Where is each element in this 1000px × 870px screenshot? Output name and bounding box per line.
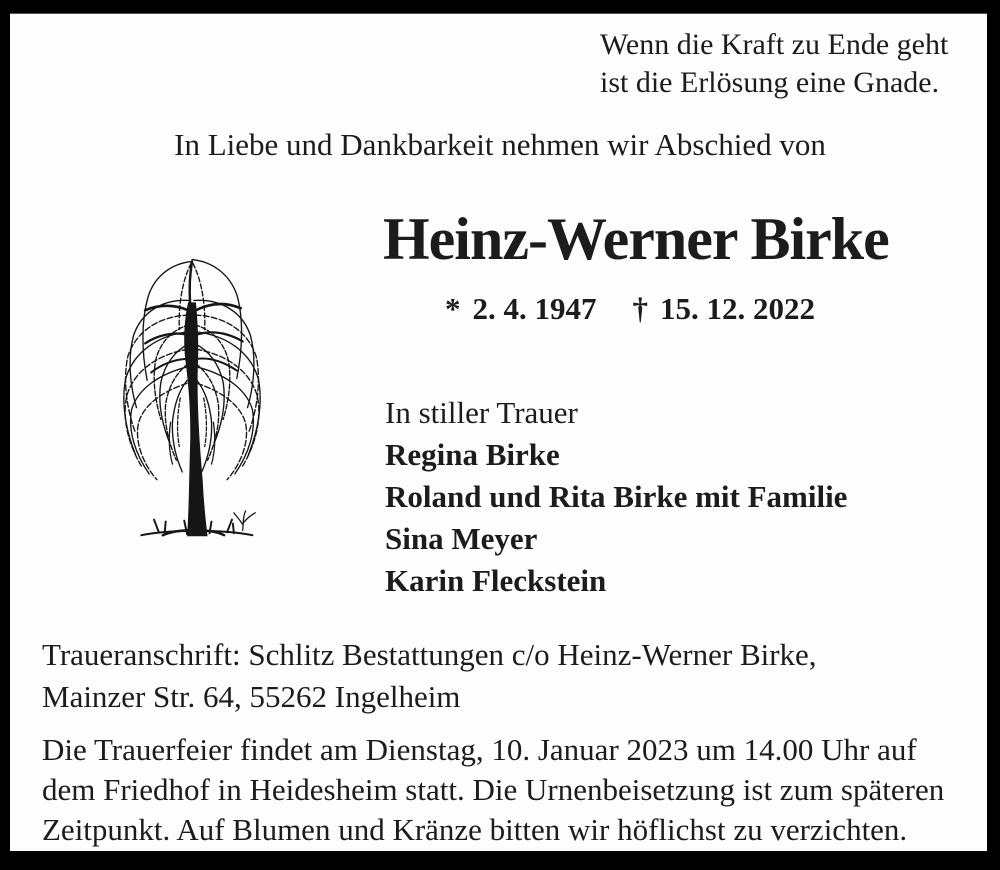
- funeral-line-3: Zeitpunkt. Auf Blumen und Kränze bitten wir höflichst zu verzichten.: [42, 812, 908, 847]
- death-date: [633, 291, 816, 327]
- mourner-name: Roland und Rita Birke mit Familie: [385, 479, 848, 514]
- weeping-willow-icon: [84, 242, 300, 544]
- intro-line: In Liebe und Dankbarkeit nehmen wir Abschied von: [174, 127, 826, 162]
- birth-date: [445, 291, 597, 327]
- mourner-name: Regina Birke: [385, 437, 560, 472]
- death-date-value: 15. 12. 2022: [660, 291, 815, 326]
- epigraph-line-1: Wenn die Kraft zu Ende geht: [600, 28, 949, 61]
- address-line-2: Mainzer Str. 64, 55262 Ingelheim: [42, 679, 461, 714]
- deceased-name: Heinz-Werner Birke: [383, 206, 889, 272]
- mourning-address: [42, 634, 817, 718]
- funeral-info: [42, 730, 944, 850]
- birth-date-value: 2. 4. 1947: [472, 291, 597, 326]
- funeral-line-1: Die Trauerfeier findet am Dienstag, 10. Januar 2023 um 14.00 Uhr auf: [42, 732, 917, 767]
- mourner-name: Karin Fleckstein: [385, 563, 607, 598]
- death-cross-symbol: †: [632, 291, 648, 326]
- life-dates: [445, 291, 815, 327]
- epigraph-line-2: ist die Erlösung eine Gnade.: [600, 66, 940, 99]
- mourning-header: In stiller Trauer: [385, 395, 578, 430]
- mourning-block: [385, 392, 847, 602]
- birth-star-symbol: *: [445, 291, 461, 326]
- funeral-line-2: dem Friedhof in Heidesheim statt. Die Urnenbeisetzung ist zum späteren: [42, 772, 945, 807]
- address-line-1: Traueranschrift: Schlitz Bestattungen c/o Heinz-Werner Birke,: [42, 637, 817, 672]
- mourner-name: Sina Meyer: [385, 521, 538, 556]
- epigraph: [600, 26, 948, 102]
